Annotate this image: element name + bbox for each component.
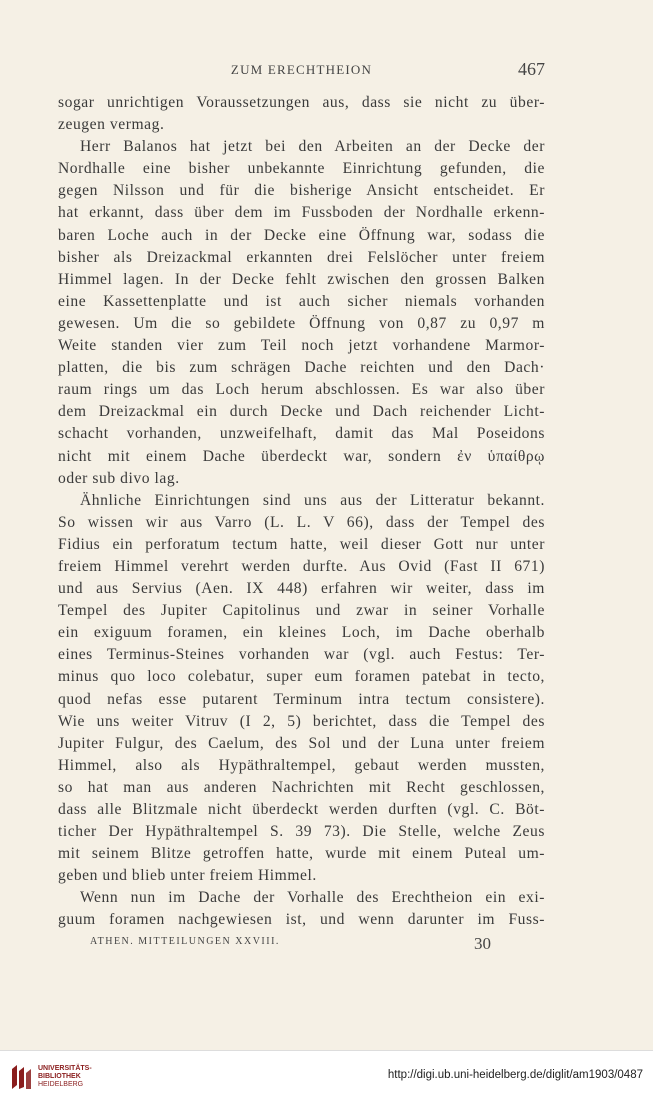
- text-line: Weite standen vier zum Teil noch jetzt vorhandene Marmor-: [58, 337, 545, 355]
- text-line: bisher als Dreizackmal erkannten drei Felslöcher unter freiem: [58, 248, 545, 266]
- text-line: hat erkannt, dass über dem im Fussboden der Nordhalle erkenn-: [58, 204, 545, 222]
- text-line: guum foramen nachgewiesen ist, und wenn darunter im Fuss-: [58, 911, 545, 929]
- text-line: sogar unrichtigen Voraussetzungen aus, dass sie nicht zu über-: [58, 94, 545, 111]
- text-line: ein exiguum foramen, ein kleines Loch, im Dache oberhalb: [58, 624, 545, 642]
- running-title: ZUM ERECHTHEION: [230, 62, 373, 77]
- text-line: platten, die bis zum schrägen Dache reichten und den Dach·: [58, 359, 545, 377]
- text-line: Herr Balanos hat jetzt bei den Arbeiten an der Decke der: [80, 138, 545, 156]
- text-line: Wenn nun im Dache der Vorhalle des Erechtheion ein exi-: [80, 889, 545, 907]
- signature-line: ATHEN. MITTEILUNGEN XXVIII.: [90, 936, 280, 947]
- text-line: und aus Servius (Aen. IX 448) erfahren wir weiter, dass im: [58, 580, 545, 598]
- text-line: mit seinem Blitze getroffen hatte, wurde mit einem Puteal um-: [58, 845, 545, 863]
- text-line: Ähnliche Einrichtungen sind uns aus der Litteratur bekannt.: [80, 491, 545, 509]
- page-number: 467: [518, 59, 545, 79]
- text-line: zeugen vermag.: [58, 116, 165, 134]
- university-library-logo-icon: [8, 1061, 34, 1093]
- text-line: raum rings um das Loch herum abschlossen. Es war also über: [58, 381, 545, 399]
- text-line: freiem Himmel verehrt werden durfte. Aus Ovid (Fast II 671): [58, 557, 545, 575]
- text-line: gewesen. Um die so gebildete Öffnung von 0,87 zu 0,97 m: [58, 314, 545, 332]
- text-line: gegen Nilsson und für die bisherige Ansicht entscheidet. Er: [58, 182, 545, 200]
- body-text: [58, 92, 545, 932]
- text-line: eines Terminus-Steines vorhanden war (vgl. auch Festus: Ter-: [58, 646, 545, 664]
- library-name-line: HEIDELBERG: [38, 1081, 84, 1088]
- text-line: so hat man aus anderen Nachrichten mit Recht geschlossen,: [58, 778, 545, 796]
- text-line: dass alle Blitzmale nicht überdeckt werden durften (vgl. C. Böt-: [58, 801, 545, 818]
- text-line: baren Loche auch in der Decke eine Öffnung war, sodass die: [58, 226, 545, 244]
- text-line: Tempel des Jupiter Capitolinus und zwar in seiner Vorhalle: [58, 602, 545, 620]
- text-line: Himmel lagen. In der Decke fehlt zwischen den grossen Balken: [58, 270, 545, 288]
- text-line: Jupiter Fulgur, des Caelum, des Sol und der Luna unter freiem: [58, 734, 545, 752]
- text-line: minus quo loco colebatur, super eum foramen patebat in tecto,: [58, 668, 545, 686]
- text-line: ticher Der Hypäthraltempel S. 39 73). Die Stelle, welche Zeus: [58, 823, 545, 841]
- page-header: [58, 59, 545, 86]
- text-line: quod nefas esse putarent Terminum intra tectum consistere).: [58, 690, 545, 708]
- text-line: geben und blieb unter freiem Himmel.: [58, 867, 317, 885]
- text-line: schacht vorhanden, unzweifelhaft, damit das Mal Poseidons: [58, 425, 545, 443]
- text-line: nicht mit einem Dache überdeckt war, sondern ἐν ὑπαίθρῳ: [58, 447, 545, 465]
- source-url-link[interactable]: http://digi.ub.uni-heidelberg.de/diglit/am1903/0487: [387, 1069, 643, 1081]
- library-footer-bar: [0, 1050, 653, 1103]
- library-name-line: BIBLIOTHEK: [38, 1073, 81, 1080]
- text-line: Wie uns weiter Vitruv (I 2, 5) berichtet, dass die Tempel des: [58, 712, 545, 730]
- text-line: Fidius ein perforatum tectum hatte, weil dieser Gott nur unter: [58, 535, 545, 553]
- text-line: eine Kassettenplatte und ist auch sicher niemals vorhanden: [58, 292, 545, 310]
- library-name: [38, 1065, 92, 1089]
- text-line: dem Dreizackmal ein durch Decke und Dach reichender Licht-: [58, 403, 545, 421]
- text-line: Himmel, also als Hypäthraltempel, gebaut werden mussten,: [58, 756, 545, 774]
- text-line: So wissen wir aus Varro (L. L. V 66), dass der Tempel des: [58, 513, 545, 531]
- text-line: Nordhalle eine bisher unbekannte Einrichtung gefunden, die: [58, 160, 545, 178]
- text-line: oder sub divo lag.: [58, 469, 180, 487]
- library-name-line: UNIVERSITÄTS-: [38, 1065, 92, 1072]
- signature-number: 30: [474, 934, 491, 953]
